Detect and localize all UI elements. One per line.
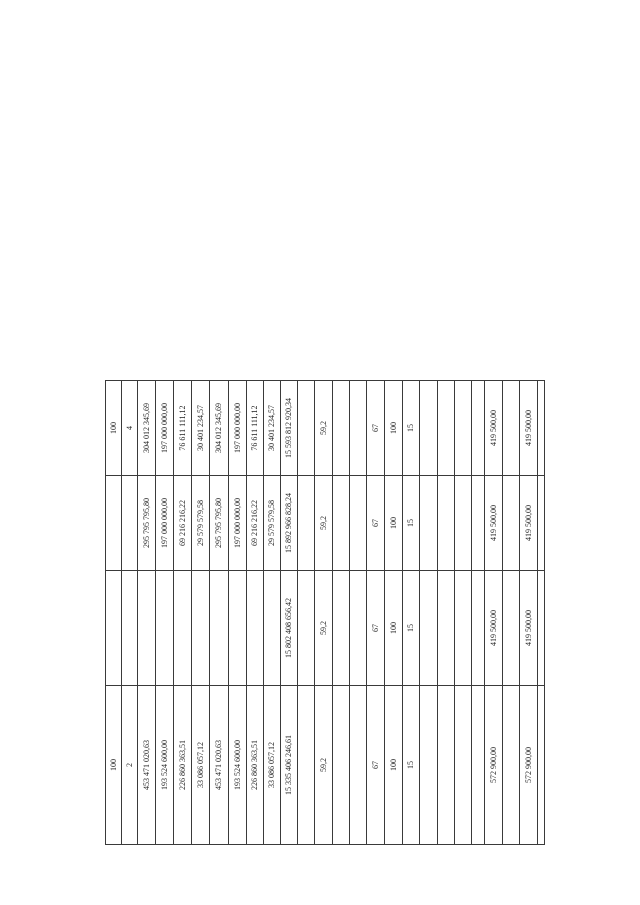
table-cell: 29 579 579,58 bbox=[192, 475, 210, 570]
table-cell bbox=[503, 380, 520, 475]
table-cell: 419 500,00 bbox=[485, 570, 503, 685]
table-cell bbox=[174, 570, 192, 685]
table-cell bbox=[264, 570, 281, 685]
table-cell: 30 401 234,57 bbox=[192, 380, 210, 475]
table-cell bbox=[298, 570, 315, 685]
table-cell: 193 524 600,00 bbox=[229, 685, 247, 844]
table-cell: 419 500,00 bbox=[520, 475, 538, 570]
table-cell bbox=[438, 570, 455, 685]
table-cell: 67 bbox=[367, 475, 385, 570]
table-cell: 76 611 111,12 bbox=[174, 380, 192, 475]
table-cell bbox=[106, 475, 122, 570]
table-cell: 197 000 000,00 bbox=[156, 475, 174, 570]
table-cell: 100 bbox=[385, 570, 403, 685]
table-cell bbox=[192, 570, 210, 685]
table-cell: 15 bbox=[403, 380, 420, 475]
table-cell: 15 892 966 828,24 bbox=[281, 475, 298, 570]
table-cell bbox=[420, 475, 438, 570]
table-cell bbox=[438, 685, 455, 844]
table-cell: 15 335 406 246,61 bbox=[281, 685, 298, 844]
table-cell bbox=[472, 685, 485, 844]
table-cell: 453 471 020,63 bbox=[138, 685, 156, 844]
table-cell bbox=[350, 570, 367, 685]
table-cell: 15 bbox=[403, 475, 420, 570]
table-cell bbox=[156, 570, 174, 685]
table-cell: 295 795 795,80 bbox=[210, 475, 229, 570]
table-cell bbox=[472, 380, 485, 475]
table-cell: 419 500,00 bbox=[485, 380, 503, 475]
table-cell: 304 012 345,69 bbox=[210, 380, 229, 475]
table-cell: 69 216 216,22 bbox=[247, 475, 264, 570]
table-cell: 67 bbox=[367, 380, 385, 475]
table-cell: 59,2 bbox=[315, 475, 333, 570]
table-cell: 197 000 000,00 bbox=[229, 475, 247, 570]
table-cell: 226 860 363,51 bbox=[247, 685, 264, 844]
table-cell: 59,2 bbox=[315, 380, 333, 475]
table-cell: 76 611 111,12 bbox=[247, 380, 264, 475]
table-cell: 15 802 408 656,42 bbox=[281, 570, 298, 685]
table-cell: 33 086 057,12 bbox=[192, 685, 210, 844]
table-cell bbox=[455, 685, 472, 844]
table-cell bbox=[333, 685, 350, 844]
table-cell: 4 bbox=[122, 380, 138, 475]
table-cell bbox=[472, 570, 485, 685]
table-cell bbox=[122, 475, 138, 570]
table-cell bbox=[420, 380, 438, 475]
table-cell bbox=[333, 380, 350, 475]
table-cell: 100 bbox=[385, 685, 403, 844]
table-cell bbox=[247, 570, 264, 685]
table-cell: 100 bbox=[106, 685, 122, 844]
table-cell bbox=[538, 475, 545, 570]
table-cell: 59,2 bbox=[315, 685, 333, 844]
table-cell: 197 000 000,00 bbox=[156, 380, 174, 475]
table-cell bbox=[210, 570, 229, 685]
table-cell bbox=[420, 570, 438, 685]
table-cell bbox=[106, 570, 122, 685]
table-cell: 29 579 579,58 bbox=[264, 475, 281, 570]
table-cell: 572 900,00 bbox=[520, 685, 538, 844]
table-cell bbox=[122, 570, 138, 685]
table-cell: 33 086 057,12 bbox=[264, 685, 281, 844]
table-cell: 304 012 345,69 bbox=[138, 380, 156, 475]
table-cell: 572 900,00 bbox=[485, 685, 503, 844]
table-cell: 15 bbox=[403, 570, 420, 685]
table-cell: 193 524 600,00 bbox=[156, 685, 174, 844]
table-cell bbox=[350, 380, 367, 475]
table-cell bbox=[538, 685, 545, 844]
table-cell: 69 216 216,22 bbox=[174, 475, 192, 570]
table-cell: 453 471 020,63 bbox=[210, 685, 229, 844]
table-cell: 419 500,00 bbox=[485, 475, 503, 570]
table-cell bbox=[455, 570, 472, 685]
table-cell bbox=[138, 570, 156, 685]
table-cell bbox=[298, 475, 315, 570]
table-cell: 295 795 795,80 bbox=[138, 475, 156, 570]
table-cell bbox=[350, 475, 367, 570]
table-cell: 15 593 812 920,34 bbox=[281, 380, 298, 475]
table-cell bbox=[455, 380, 472, 475]
table-cell bbox=[538, 570, 545, 685]
table-cell bbox=[538, 380, 545, 475]
table-cell: 226 860 363,51 bbox=[174, 685, 192, 844]
table-cell bbox=[333, 475, 350, 570]
rotated-table-area bbox=[105, 380, 545, 845]
table-cell bbox=[298, 380, 315, 475]
table-cell bbox=[503, 570, 520, 685]
table-cell bbox=[472, 475, 485, 570]
table-cell: 197 000 000,00 bbox=[229, 380, 247, 475]
table-cell: 59,2 bbox=[315, 570, 333, 685]
table-cell: 67 bbox=[367, 685, 385, 844]
table-cell bbox=[420, 685, 438, 844]
table-cell bbox=[455, 475, 472, 570]
data-table bbox=[105, 380, 545, 845]
table-cell bbox=[229, 570, 247, 685]
table-cell: 2 bbox=[122, 685, 138, 844]
table-cell bbox=[350, 685, 367, 844]
table-cell bbox=[503, 475, 520, 570]
table-cell: 15 bbox=[403, 685, 420, 844]
table-cell: 419 500,00 bbox=[520, 380, 538, 475]
table-cell bbox=[298, 685, 315, 844]
table-cell: 30 401 234,57 bbox=[264, 380, 281, 475]
table-cell: 100 bbox=[385, 380, 403, 475]
table-cell: 100 bbox=[106, 380, 122, 475]
table-cell: 67 bbox=[367, 570, 385, 685]
table-cell: 419 500,00 bbox=[520, 570, 538, 685]
table-cell bbox=[438, 475, 455, 570]
table-cell bbox=[333, 570, 350, 685]
table-cell bbox=[503, 685, 520, 844]
table-cell: 100 bbox=[385, 475, 403, 570]
table-cell bbox=[438, 380, 455, 475]
